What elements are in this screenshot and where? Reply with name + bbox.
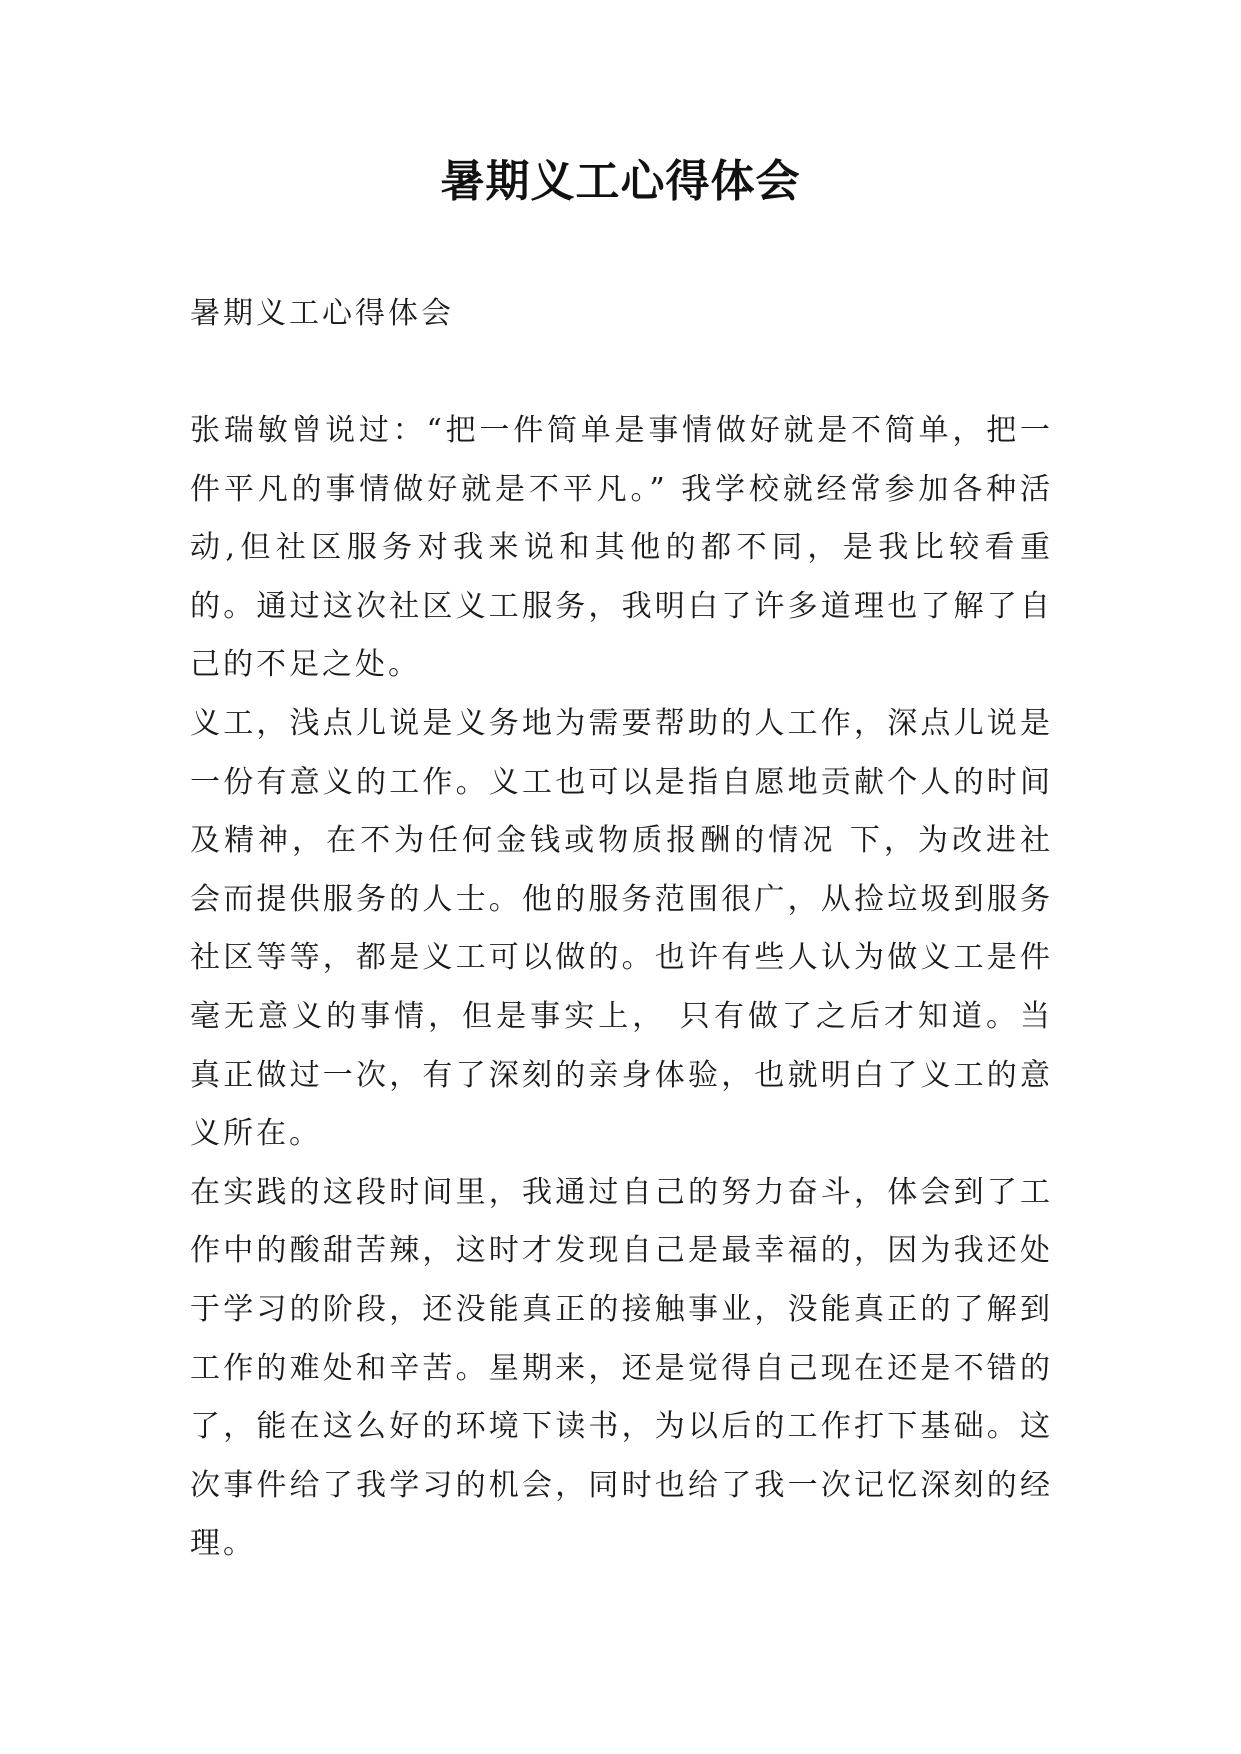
- paragraph: 在实践的这段时间里，我通过自己的努力奋斗，体会到了工作中的酸甜苦辣，这时才发现自己是最幸福的，因为我还处于学习的阶段，还没能真正的接触事业，没能真正的了解到工作的难处和辛苦。星期来，还是觉得自己现在还是不错的了，能在这么好的环境下读书，为以后的工作打下基础。这次事件给了我学习的机会，同时也给了我一次记忆深刻的经理。: [190, 1174, 1053, 1562]
- document-subtitle: 暑期义工心得体会: [190, 296, 454, 331]
- paragraph: 张瑞敏曾说过：“把一件简单是事情做好就是不简单，把一件平凡的事情做好就是不平凡。” 我学校就经常参加各种活动,但社区服务对我来说和其他的都不同，是我比较看重的。通过这次社区义工服务，我明白了许多道理也了解了自己的不足之处。: [190, 413, 1053, 683]
- document-body: [190, 402, 1053, 1574]
- document-title: 暑期义工心得体会: [440, 156, 801, 207]
- paragraph: 义工，浅点儿说是义务地为需要帮助的人工作，深点儿说是一份有意义的工作。义工也可以是指自愿地贡献个人的时间及精神，在不为任何金钱或物质报酬的情况 下，为改进社会而提供服务的人士。他的服务范围很广，从捡垃圾到服务社区等等，都是义工可以做的。也许有些人认为做义工是件毫无意义的事情，但是事实上， 只有做了之后才知道。当真正做过一次，有了深刻的亲身体验，也就明白了义工的意义所在。: [190, 705, 1053, 1152]
